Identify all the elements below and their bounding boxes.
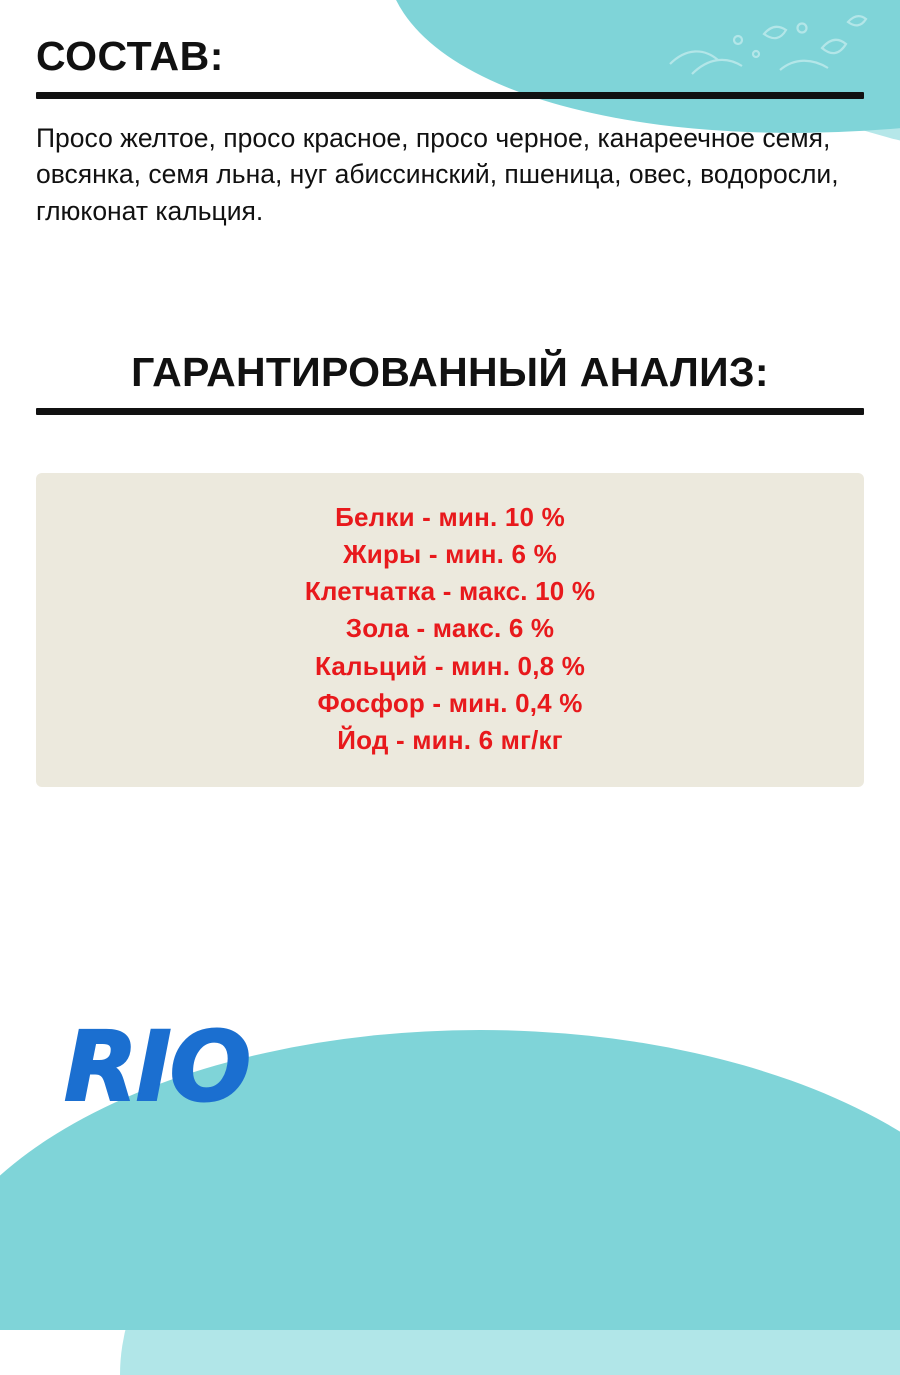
analysis-line: Белки - мин. 10 % xyxy=(335,501,565,532)
analysis-line: Йод - мин. 6 мг/кг xyxy=(337,724,563,755)
analysis-title: ГАРАНТИРОВАННЫЙ АНАЛИЗ: xyxy=(131,348,769,395)
analysis-line: Зола - макс. 6 % xyxy=(345,613,555,644)
analysis-values-box xyxy=(36,473,864,787)
analysis-line: Фосфор - мин. 0,4 % xyxy=(317,687,583,718)
brand-logo-text: RIO xyxy=(64,1011,250,1123)
analysis-divider xyxy=(36,408,864,415)
ingredients-body: Просо желтое, просо красное, просо черное, канареечное семя, овсянка, семя льна, нуг абиссинский, пшеница, овес, водоросли, глюконат кальция. xyxy=(36,123,839,226)
analysis-line: Жиры - мин. 6 % xyxy=(343,539,557,570)
ingredients-title: СОСТАВ: xyxy=(36,33,224,79)
analysis-line: Кальций - мин. 0,8 % xyxy=(314,650,586,681)
analysis-header xyxy=(36,349,864,396)
analysis-line: Клетчатка - макс. 10 % xyxy=(304,576,596,607)
brand-logo xyxy=(64,1011,250,1123)
ingredients-divider xyxy=(36,92,864,99)
